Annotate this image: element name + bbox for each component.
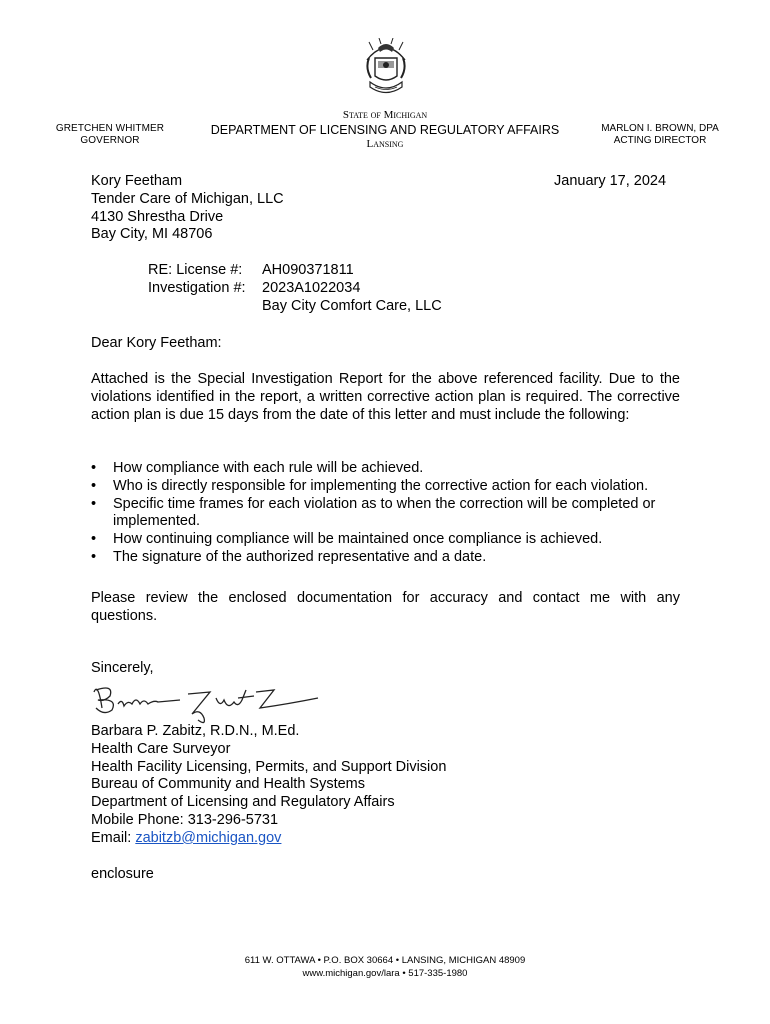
signer-name: Barbara P. Zabitz, R.D.N., M.Ed. xyxy=(91,723,300,739)
governor-title: GOVERNOR xyxy=(80,135,140,146)
governor-name: GRETCHEN WHITMER xyxy=(55,123,165,134)
list-item: • How compliance with each rule will be achieved. xyxy=(91,460,424,476)
footer-contact: www.michigan.gov/lara • 517-335-1980 xyxy=(302,967,468,979)
list-item: • Specific time frames for each violation as to when the correction will be completed or implemented. xyxy=(91,495,656,530)
signer-department: Department of Licensing and Regulatory Affairs xyxy=(91,794,395,811)
director-block xyxy=(585,123,735,147)
signature xyxy=(88,678,328,724)
recipient-line: Bay City, MI 48706 xyxy=(91,226,213,243)
license-label: RE: License #: xyxy=(148,262,243,278)
michigan-seal-icon xyxy=(361,38,411,96)
signer-bureau: Bureau of Community and Health Systems xyxy=(91,776,366,793)
director-title: ACTING DIRECTOR xyxy=(613,135,707,146)
email-link[interactable]: zabitzb@michigan.gov xyxy=(135,829,282,846)
facility-name: Bay City Comfort Care, LLC xyxy=(262,297,442,314)
list-item: • The signature of the authorized representative and a date. xyxy=(91,548,487,565)
signer-email-line: Email: zabitzb@michigan.gov xyxy=(91,829,282,846)
enclosure-note: enclosure xyxy=(91,866,154,882)
closing: Sincerely, xyxy=(91,660,154,676)
signature-block xyxy=(91,723,446,848)
signer-division: Health Facility Licensing, Permits, and Support Division xyxy=(91,758,447,775)
letterhead xyxy=(195,109,575,151)
footer xyxy=(0,955,770,980)
list-item: • How continuing compliance will be maintained once compliance is achieved. xyxy=(91,531,603,548)
department-name: DEPARTMENT OF LICENSING AND REGULATORY AFFAIRS xyxy=(210,123,560,137)
footer-address: 611 W. OTTAWA • P.O. BOX 30664 • LANSING, MICHIGAN 48909 xyxy=(244,955,526,966)
recipient-line: Tender Care of Michigan, LLC xyxy=(91,190,284,207)
signer-title: Health Care Surveyor xyxy=(91,740,231,757)
investigation-number: 2023A1022034 xyxy=(262,279,361,296)
salutation: Dear Kory Feetham: xyxy=(91,335,222,351)
city-name: Lansing xyxy=(366,138,404,150)
investigation-label: Investigation #: xyxy=(148,279,246,296)
signer-phone: Mobile Phone: 313-296-5731 xyxy=(91,811,279,828)
license-number: AH090371811 xyxy=(262,262,354,278)
governor-block xyxy=(40,123,180,147)
state-name: State of Michigan xyxy=(342,109,428,121)
letter-date: January 17, 2024 xyxy=(554,173,667,189)
body-paragraph: Attached is the Special Investigation Report for the above referenced facility. Due to the violations identified in the report, a written corrective action plan is required. The corrective action plan is due 15 days from the date of this letter and must include the following: xyxy=(91,371,680,423)
recipient-address xyxy=(91,173,284,244)
list-item: • Who is directly responsible for implementing the corrective action for each violation. xyxy=(91,477,649,494)
requirements-list xyxy=(91,460,686,567)
review-paragraph: Please review the enclosed documentation for accuracy and contact me with any questions. xyxy=(91,590,680,624)
recipient-line: 4130 Shrestha Drive xyxy=(91,208,224,225)
director-name: MARLON I. BROWN, DPA xyxy=(601,123,719,134)
recipient-line: Kory Feetham xyxy=(91,173,183,189)
reference-block xyxy=(148,262,442,315)
